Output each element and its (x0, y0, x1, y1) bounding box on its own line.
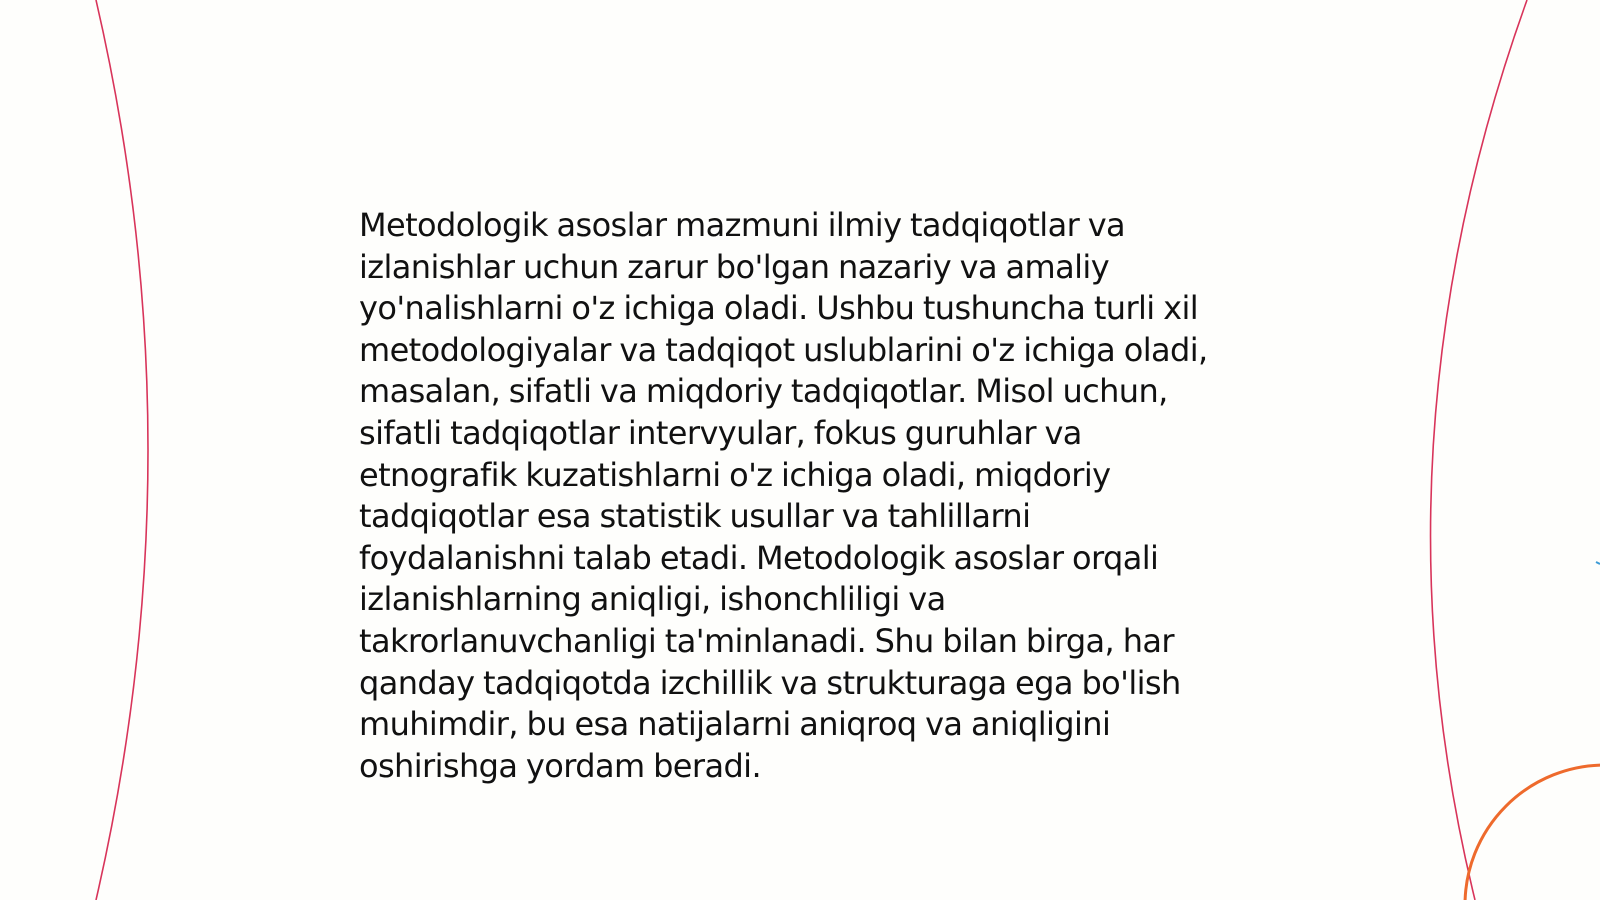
left-arc-line (96, 0, 148, 900)
orange-circle-outline (1465, 765, 1600, 900)
right-arc-line (1431, 0, 1527, 900)
blue-tick-mark (1596, 562, 1600, 564)
slide-body-text: Metodologik asoslar mazmuni ilmiy tadqiqotlar va izlanishlar uchun zarur bo'lgan nazariy va amaliy yo'nalishlarni o'z ichiga oladi. Ushbu tushuncha turli xil metodologiyalar va tadqiqot uslublarini o'z ichiga oladi, masalan, sifatli va miqdoriy tadqiqotlar. Misol uchun, sifatli tadqiqotlar intervyular, fokus guruhlar va etnografik kuzatishlarni o'z ichiga oladi, miqdoriy tadqiqotlar esa statistik usullar va tahlillarni foydalanishni talab etadi. Metodologik asoslar orqali izlanishlarning aniqligi, ishonchliligi va takrorlanuvchanligi ta'minlanadi. Shu bilan birga, har qanday tadqiqotda izchillik va strukturaga ega bo'lish muhimdir, bu esa natijalarni aniqroq va aniqligini oshirishga yordam beradi. (359, 206, 1208, 785)
